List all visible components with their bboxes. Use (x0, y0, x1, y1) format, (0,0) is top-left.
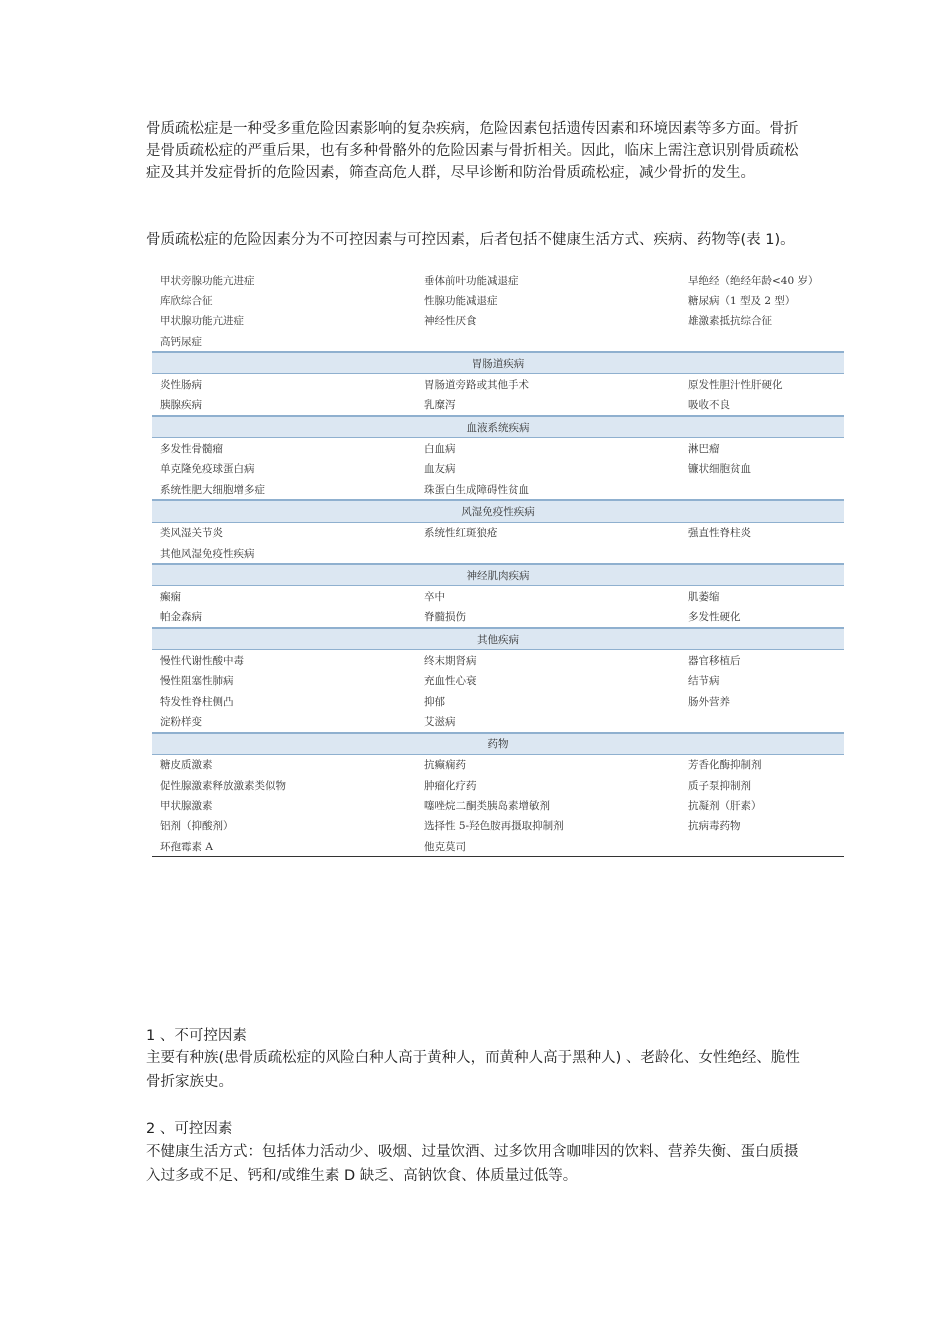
table-cell: 单克隆免疫球蛋白病 (160, 463, 255, 476)
table-row (152, 691, 844, 711)
section-header-label: 胃肠道疾病 (152, 352, 844, 374)
table-cell: 肌萎缩 (688, 591, 720, 604)
table-cell: 充血性心衰 (424, 675, 477, 688)
table-cell: 结节病 (688, 675, 720, 688)
table-cell: 类风湿关节炎 (160, 527, 223, 540)
table-section-header (152, 416, 844, 438)
table-cell: 高钙尿症 (160, 335, 202, 348)
table-cell: 系统性红斑狼疮 (424, 527, 498, 540)
table-cell: 垂体前叶功能减退症 (424, 274, 519, 287)
table-row (152, 671, 844, 691)
table-cell: 特发性脊柱侧凸 (160, 695, 234, 708)
table-cell: 多发性硬化 (688, 611, 741, 624)
table-cell: 他克莫司 (416, 836, 680, 857)
table-cell: 血友病 (424, 463, 456, 476)
table-cell: 胃肠道旁路或其他手术 (424, 379, 529, 392)
table-row (152, 459, 844, 479)
table-cell: 抗病毒药物 (688, 820, 741, 833)
table-cell: 镰状细胞贫血 (688, 463, 751, 476)
table-cell: 强直性脊柱炎 (688, 527, 751, 540)
table-cell (680, 479, 844, 500)
table-row (152, 795, 844, 815)
table-cell: 甲状旁腺功能亢进症 (160, 274, 255, 287)
table-row (152, 522, 844, 543)
table-cell: 铝剂（抑酸剂） (160, 820, 234, 833)
table-section-header (152, 628, 844, 650)
table-cell: 抗癫痫药 (424, 759, 466, 772)
table-cell: 噻唑烷二酮类胰岛素增敏剂 (424, 800, 550, 813)
table-cell: 原发性胆汁性肝硬化 (688, 379, 783, 392)
table-cell: 艾滋病 (424, 715, 456, 728)
table-cell: 性腺功能减退症 (424, 294, 498, 307)
table-cell: 抑郁 (424, 695, 445, 708)
table-cell: 库欣综合征 (160, 294, 213, 307)
table-cell: 早绝经（绝经年龄<40 岁） (688, 274, 819, 287)
table-cell: 乳糜泻 (424, 399, 456, 412)
table-cell: 糖皮质激素 (160, 759, 213, 772)
table-cell: 慢性代谢性酸中毒 (160, 654, 244, 667)
table-row (152, 775, 844, 795)
section-2-body: 不健康生活方式：包括体力活动少、吸烟、过量饮酒、过多饮用含咖啡因的饮料、营养失衡、蛋白质摄入过多或不足、钙和/或维生素 D 缺乏、高钠饮食、体质量过低等。 (146, 1144, 799, 1184)
table-cell: 甲状腺功能亢进症 (160, 315, 244, 328)
table-row (152, 836, 844, 857)
table-cell: 糖尿病（1 型及 2 型） (688, 294, 796, 307)
table-row (152, 754, 844, 775)
table-cell (416, 331, 680, 352)
table-row (152, 374, 844, 395)
table-cell: 环孢霉素 A (152, 836, 416, 857)
table-row (152, 543, 844, 564)
table-row (152, 331, 844, 352)
table-cell: 慢性阻塞性肺病 (160, 675, 234, 688)
table-cell: 珠蛋白生成障碍性贫血 (424, 483, 529, 496)
section-header-label: 血液系统疾病 (152, 416, 844, 438)
section-header-label: 风湿免疫性疾病 (152, 500, 844, 522)
table-cell (680, 836, 844, 857)
table-cell: 吸收不良 (688, 399, 730, 412)
table-cell: 其他风湿免疫性疾病 (160, 547, 255, 560)
table-section-header (152, 564, 844, 586)
table-cell: 抗凝剂（肝素） (688, 800, 762, 813)
section-1-body: 主要有种族(患骨质疏松症的风险白种人高于黄种人，而黄种人高于黑种人) 、老龄化、女性绝经、脆性骨折家族史。 (146, 1050, 800, 1090)
table-row (152, 586, 844, 607)
section-header-label: 药物 (152, 733, 844, 755)
table-cell: 终末期肾病 (424, 654, 477, 667)
table-cell: 器官移植后 (688, 654, 741, 667)
table-cell: 肿瘤化疗药 (424, 779, 477, 792)
table-cell: 芳香化酶抑制剂 (688, 759, 762, 772)
table-cell: 胰腺疾病 (160, 399, 202, 412)
section-1-title: 1 、不可控因素 (146, 1028, 247, 1044)
table-cell: 质子泵抑制剂 (688, 779, 751, 792)
intro-paragraph-1: 骨质疏松症是一种受多重危险因素影响的复杂疾病，危险因素包括遗传因素和环境因素等多方面。骨折是骨质疏松症的严重后果，也有多种骨骼外的危险因素与骨折相关。因此，临床上需注意识别骨质疏松症及其并发症骨折的危险因素，筛查高危人群，尽早诊断和防治骨质疏松症，减少骨折的发生。 (146, 121, 799, 181)
table-cell: 甲状腺激素 (160, 800, 213, 813)
table-cell: 炎性肠病 (160, 379, 202, 392)
risk-factor-table (152, 270, 844, 857)
table-row (152, 395, 844, 416)
table-cell: 系统性肥大细胞增多症 (160, 483, 265, 496)
table-cell: 帕金森病 (160, 611, 202, 624)
table-cell: 雄激素抵抗综合征 (688, 315, 772, 328)
table-cell: 神经性厌食 (424, 315, 477, 328)
section-header-label: 其他疾病 (152, 628, 844, 650)
table-cell: 多发性骨髓瘤 (160, 443, 223, 456)
table-row (152, 438, 844, 459)
table-cell: 脊髓损伤 (424, 611, 466, 624)
table-cell: 淀粉样变 (160, 715, 202, 728)
table-cell: 肠外营养 (688, 695, 730, 708)
table-cell: 选择性 5-羟色胺再摄取抑制剂 (424, 820, 564, 833)
table-row (152, 270, 844, 290)
table-section-header (152, 733, 844, 755)
table-row (152, 711, 844, 732)
table-row (152, 816, 844, 836)
table-cell (680, 331, 844, 352)
table-cell: 促性腺激素释放激素类似物 (160, 779, 286, 792)
table-cell (416, 543, 680, 564)
table-cell (680, 543, 844, 564)
intro-paragraph-2: 骨质疏松症的危险因素分为不可控因素与可控因素，后者包括不健康生活方式、疾病、药物等(表 1)。 (146, 232, 795, 248)
table-row (152, 290, 844, 310)
table-section-header (152, 500, 844, 522)
table-section-header (152, 352, 844, 374)
table-cell: 淋巴瘤 (688, 443, 720, 456)
table-cell: 卒中 (424, 591, 445, 604)
risk-factor-table-body (152, 270, 844, 857)
section-header-label: 神经肌肉疾病 (152, 564, 844, 586)
table-row (152, 607, 844, 628)
table-row (152, 311, 844, 331)
table-cell: 癫痫 (160, 591, 181, 604)
table-cell (680, 711, 844, 732)
table-row (152, 479, 844, 500)
table-cell: 白血病 (424, 443, 456, 456)
section-2-title: 2 、可控因素 (146, 1121, 233, 1137)
table-row (152, 650, 844, 671)
